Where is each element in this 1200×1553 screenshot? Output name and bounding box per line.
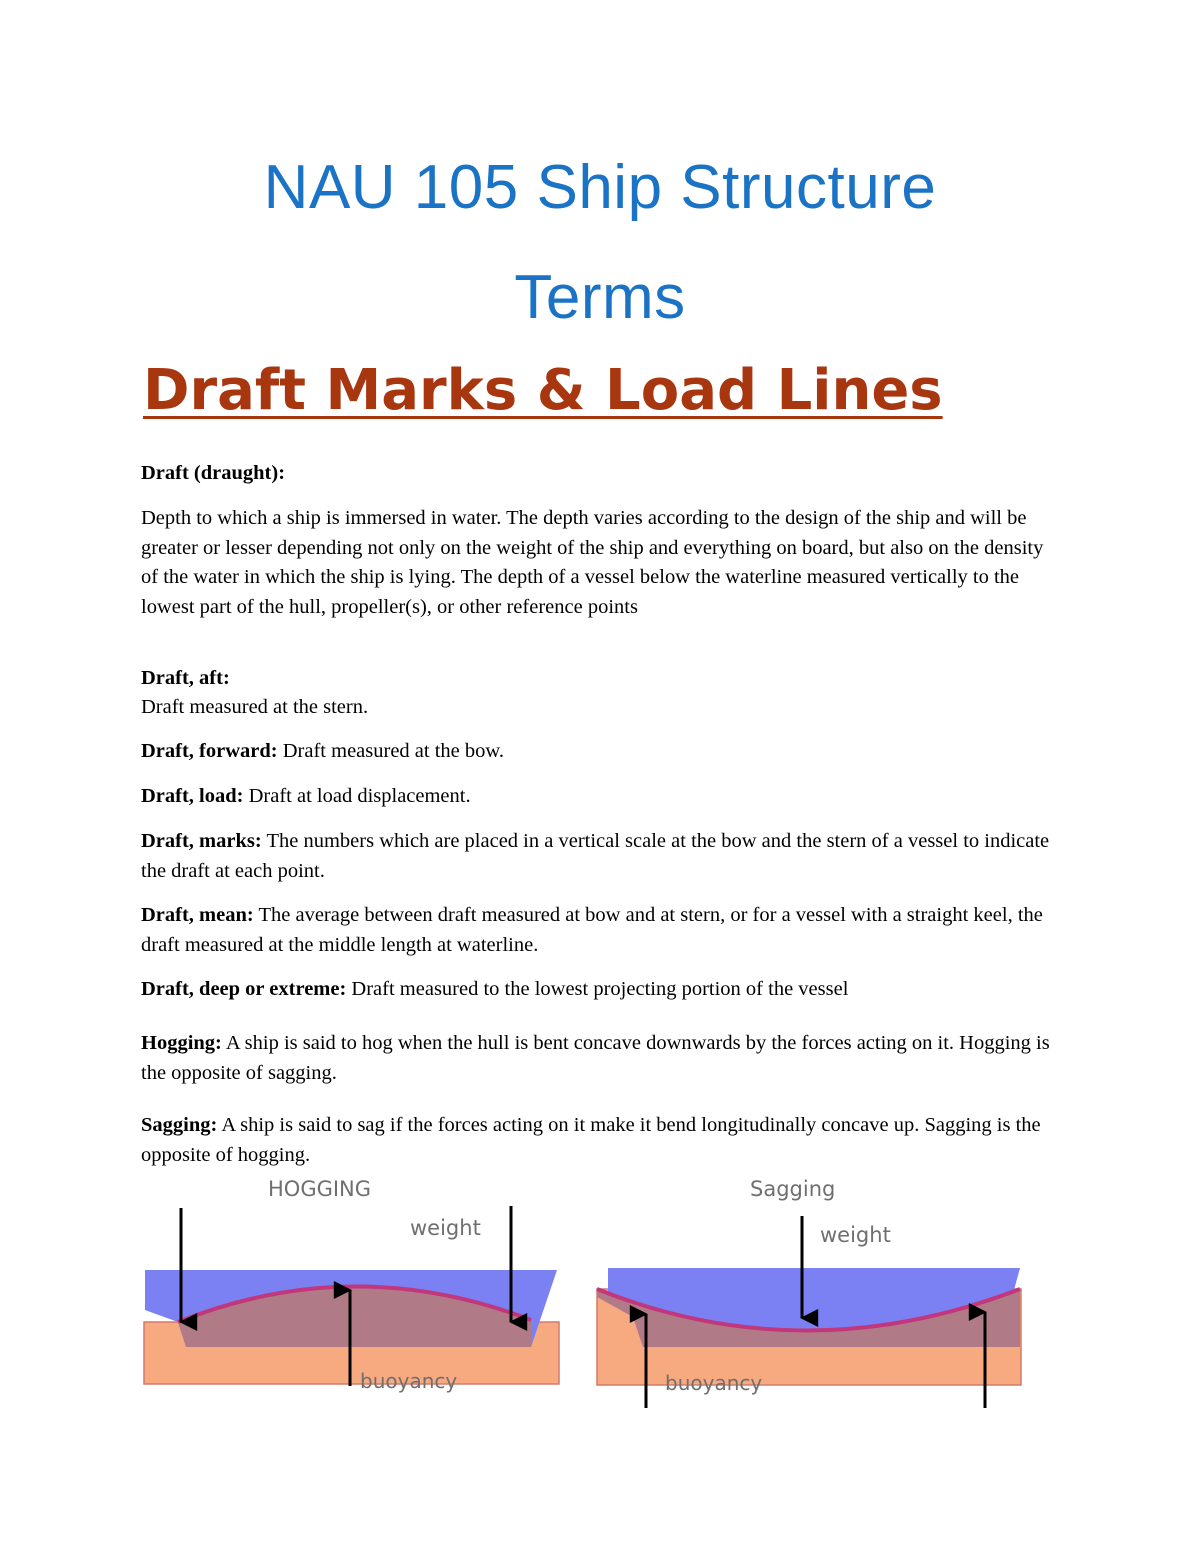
entry-draft-forward — [141, 737, 1061, 767]
definition-text: The average between draft measured at bow and at stern, or for a vessel with a straight keel, the draft measured at the middle length at waterline. — [141, 904, 1043, 956]
document-title-line-2: Terms — [514, 263, 686, 332]
document-title-line-1: NAU 105 Ship Structure — [263, 153, 937, 222]
hogging-buoyancy-label: buoyancy — [360, 1369, 458, 1393]
sagging-diagram — [597, 1177, 1021, 1408]
term-label: Draft, deep or extreme: — [141, 978, 347, 1000]
term-label: Hogging: — [141, 1032, 222, 1054]
term-draft-aft — [141, 664, 1061, 694]
sagging-buoyancy-label: buoyancy — [665, 1371, 763, 1395]
definition-text: Draft measured at the bow. — [282, 740, 504, 762]
sagging-title: Sagging — [750, 1177, 836, 1201]
entry-draft-marks — [141, 827, 1061, 886]
definition-text: Draft at load displacement. — [248, 785, 471, 807]
term-label: Draft, forward: — [141, 740, 278, 762]
definition-text: A ship is said to sag if the forces acting on it make it bend longitudinally concave up. Sagging is the opposite of hogging. — [141, 1114, 1041, 1166]
term-label: Draft, marks: — [141, 830, 262, 852]
definition-text: The numbers which are placed in a vertical scale at the bow and the stern of a vessel to indicate the draft at each point. — [141, 830, 1050, 882]
hogging-diagram — [144, 1177, 559, 1393]
definition-draft-aft: Draft measured at the stern. — [141, 696, 369, 718]
entry-hogging — [141, 1029, 1061, 1088]
entry-draft-deep — [141, 975, 1061, 1005]
entry-draft-load — [141, 782, 1061, 812]
section-heading: Draft Marks & Load Lines — [143, 358, 943, 423]
term-label: Draft, aft: — [141, 667, 230, 689]
term-draft — [141, 459, 1061, 489]
entry-draft-mean — [141, 901, 1061, 960]
definition-text: A ship is said to hog when the hull is bent concave downwards by the forces acting on it. Hogging is the opposite of sagging. — [141, 1032, 1050, 1084]
sagging-weight-label: weight — [820, 1223, 891, 1247]
term-label: Sagging: — [141, 1114, 218, 1136]
hogging-sagging-figure — [138, 1172, 1038, 1417]
definition-draft: Depth to which a ship is immersed in water. The depth varies according to the design of the ship and will be greater or lesser depending not only on the weight of the ship and everything on board, but also on the density of the water in which the ship is lying. The depth of a vessel below the waterline measured vertically to the lowest part of the hull, propeller(s), or other reference points — [141, 507, 1044, 618]
term-label: Draft, mean: — [141, 904, 254, 926]
hogging-weight-label: weight — [410, 1216, 481, 1240]
term-label: Draft, load: — [141, 785, 244, 807]
entry-sagging — [141, 1111, 1061, 1170]
hogging-title: HOGGING — [268, 1177, 372, 1201]
term-label: Draft (draught): — [141, 462, 286, 484]
definition-text: Draft measured to the lowest projecting portion of the vessel — [351, 978, 849, 1000]
